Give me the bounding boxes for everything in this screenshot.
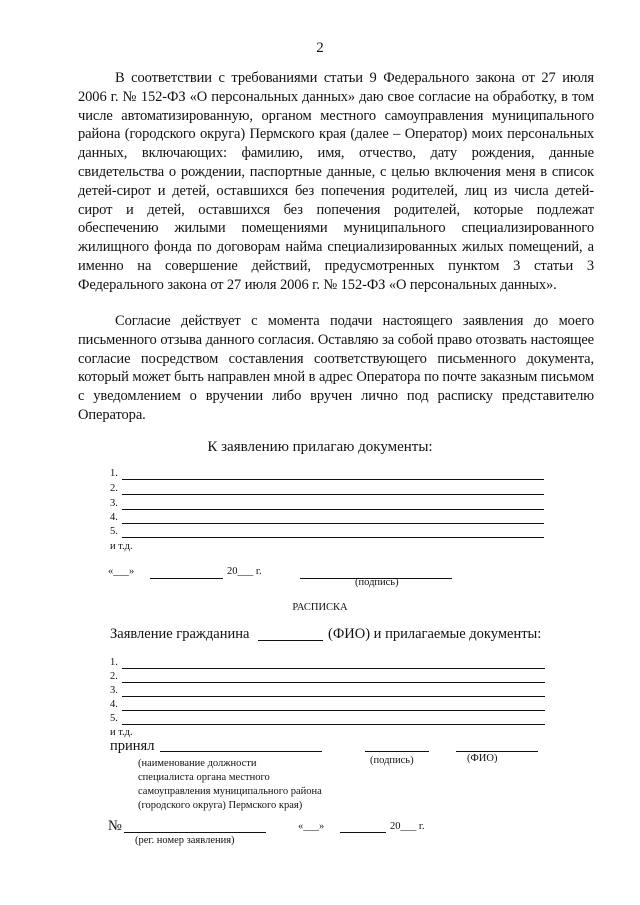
page-number: 2: [316, 40, 324, 56]
attachments-etc: и т.д.: [110, 541, 133, 552]
number-sign: №: [108, 818, 122, 834]
receipt-document-line[interactable]: [110, 671, 545, 684]
receipt-date-day: «___»: [298, 821, 325, 832]
accepted-label: принял: [110, 738, 155, 754]
attachment-date-year: 20___ г.: [227, 566, 262, 577]
receipt-document-number: 5.: [110, 713, 118, 724]
receipt-date-year: 20___ г.: [390, 821, 425, 832]
signature-caption: (подпись): [355, 577, 399, 588]
reg-number-line[interactable]: [124, 832, 266, 833]
receipt-statement-prefix: Заявление гражданина: [110, 626, 250, 642]
attachment-number: 3.: [110, 498, 118, 509]
attachments-heading: К заявлению прилагаю документы:: [207, 439, 433, 455]
attachment-date-day: «___»: [108, 566, 135, 577]
receipt-document-number: 4.: [110, 699, 118, 710]
attachment-date-month-line[interactable]: [150, 578, 223, 579]
attachment-number: 5.: [110, 526, 118, 537]
receipt-document-number: 1.: [110, 657, 118, 668]
receipt-document-line[interactable]: [110, 657, 545, 670]
receipt-document-line[interactable]: [110, 699, 545, 712]
attachment-line[interactable]: [110, 483, 544, 496]
consent-validity-paragraph: Согласие действует с момента подачи настоящего заявления до моего письменного отзыва данного согласия. Оставляю за собой право отозвать настоящее согласие посредством составления соответствующего письменного документа, который может быть направлен мной в адрес Оператора по почте заказным письмом с уведомлением о вручении либо вручен лично под расписку представителю Оператора.: [78, 313, 594, 423]
receipt-document-number: 3.: [110, 685, 118, 696]
attachment-number: 2.: [110, 483, 118, 494]
accepted-signature-line[interactable]: [365, 751, 429, 752]
receipt-document-line[interactable]: [110, 713, 545, 726]
attachment-number: 4.: [110, 512, 118, 523]
attachment-line[interactable]: [110, 512, 544, 525]
receipt-document-line[interactable]: [110, 685, 545, 698]
attachment-number: 1.: [110, 468, 118, 479]
receipt-statement-suffix: (ФИО) и прилагаемые документы:: [328, 626, 542, 642]
receipt-signature-caption: (подпись): [370, 755, 414, 766]
citizen-name-line[interactable]: [258, 640, 323, 641]
reg-number-caption: (рег. номер заявления): [135, 835, 235, 846]
consent-paragraph: В соответствии с требованиями статьи 9 Федерального закона от 27 июля 2006 г. № 152-ФЗ «О персональных данных» даю свое согласие на обработку, в том числе автоматизированную, органом местного самоуправления муниципального района (городского округа) Пермского края (далее – Оператор) моих персональных данных, включающих: фамилию, имя, отчество, дату рождения, данные свидетельства о рождении, паспортные данные, с целью включения меня в список детей-сирот и детей, оставшихся без попечения родителей, лиц из числа детей-сирот и детей, оставшихся без попечения родителей, которые подлежат обеспечению жилыми помещениями муниципального специализированного жилищного фонда по договорам найма специализированных жилых помещений, а именно на совершение действий, предусмотренных пунктом 3 статьи 3 Федерального закона от 27 июля 2006 г. № 152-ФЗ «О персональных данных».: [78, 70, 594, 293]
receipt-document-number: 2.: [110, 671, 118, 682]
attachment-line[interactable]: [110, 468, 544, 481]
position-caption: (наименование должности специалиста органа местного самоуправления муниципального района (городского округа) Пермского края): [138, 758, 322, 811]
receipt-date-month-line[interactable]: [340, 832, 386, 833]
accepted-position-line[interactable]: [160, 751, 322, 752]
receipt-etc: и т.д.: [110, 727, 133, 738]
accepted-fio-line[interactable]: [456, 751, 538, 752]
attachment-line[interactable]: [110, 526, 544, 539]
receipt-fio-caption: (ФИО): [467, 753, 498, 764]
receipt-title: РАСПИСКА: [292, 602, 348, 613]
attachment-line[interactable]: [110, 498, 544, 511]
